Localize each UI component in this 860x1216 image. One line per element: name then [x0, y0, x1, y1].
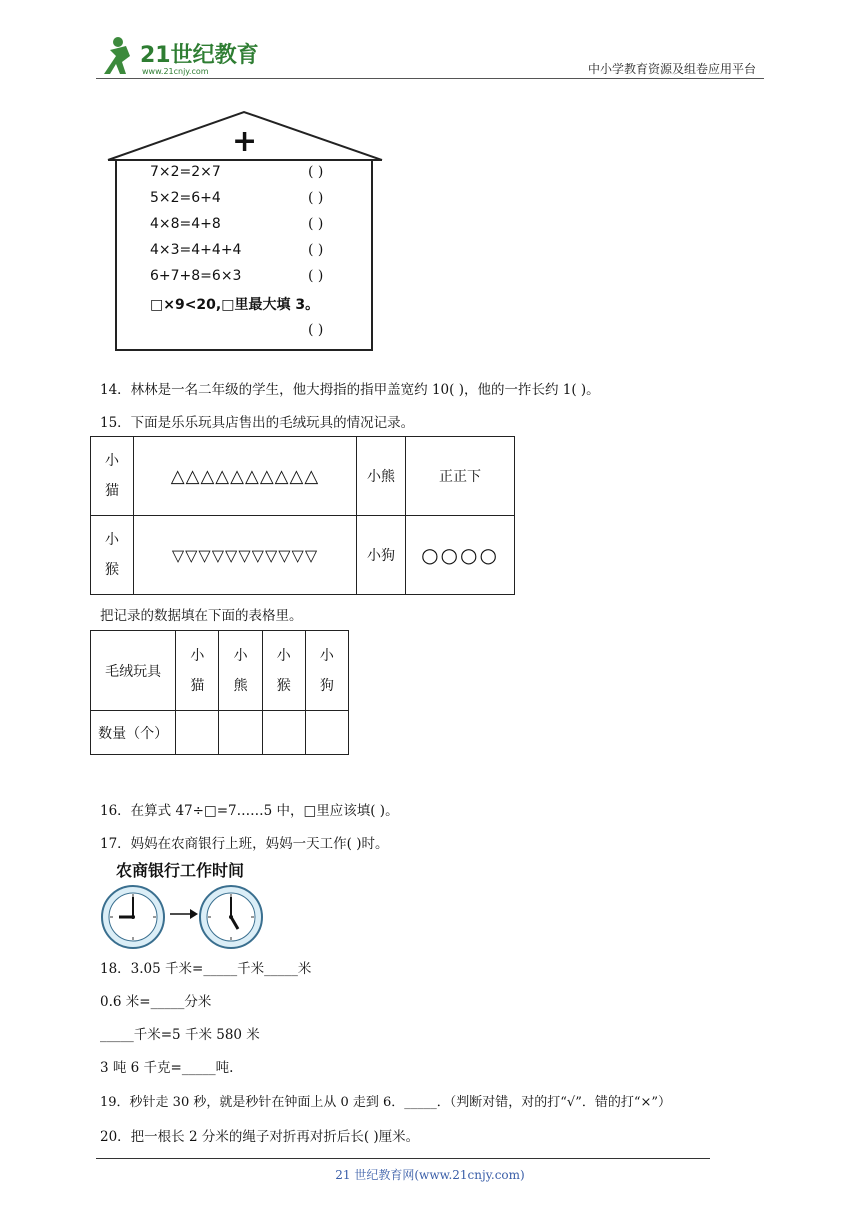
- header-platform-text: 中小学教育资源及组卷应用平台: [587, 62, 756, 76]
- fill-row-label: 数量（个）: [91, 711, 176, 755]
- record-name-cat: 小猫: [91, 437, 134, 516]
- clock-title: 农商银行工作时间: [116, 861, 245, 880]
- fill-table: [90, 630, 349, 755]
- fill-col-bear: 小熊: [219, 631, 262, 711]
- record-marks-dog: ○○○○: [406, 516, 515, 595]
- house-row-5: 6+7+8=6×3: [150, 268, 242, 284]
- house-row-2: 5×2=6+4: [150, 190, 221, 206]
- house-answer-1[interactable]: ( ): [308, 164, 324, 180]
- house-answer-5[interactable]: ( ): [308, 268, 324, 284]
- record-marks-cat: △△△△△△△△△△: [134, 437, 357, 516]
- house-row-4: 4×3=4+4+4: [150, 242, 242, 258]
- question-20: 20．把一根长 2 分米的绳子对折再对折后长( )厘米。: [100, 1129, 420, 1145]
- roof-plus-symbol: +: [232, 124, 258, 159]
- table-row: [91, 711, 349, 755]
- fill-cell-cat[interactable]: [176, 711, 219, 755]
- house-answer-6[interactable]: ( ): [308, 322, 324, 338]
- record-name-dog: 小狗: [357, 516, 406, 595]
- question-18-line-4: 3 吨 6 千克=_____吨.: [100, 1060, 234, 1076]
- question-16: 16．在算式 47÷□=7……5 中，□里应该填( )。: [100, 803, 399, 819]
- record-name-bear: 小熊: [357, 437, 406, 516]
- table-row: [91, 437, 515, 516]
- logo-url: www.21cnjy.com: [142, 67, 209, 76]
- fill-cell-bear[interactable]: [219, 711, 262, 755]
- record-name-monkey: 小猴: [91, 516, 134, 595]
- arrow-right-icon: [170, 908, 198, 920]
- house-figure: [106, 110, 386, 352]
- fill-col-monkey: 小猴: [262, 631, 305, 711]
- footer-divider: [96, 1158, 710, 1159]
- fill-col-cat: 小猫: [176, 631, 219, 711]
- site-logo: [96, 34, 266, 78]
- question-18-line-3: _____千米=5 千米 580 米: [100, 1027, 260, 1043]
- house-answer-2[interactable]: ( ): [308, 190, 324, 206]
- fill-cell-dog[interactable]: [305, 711, 348, 755]
- header-divider: [96, 78, 764, 79]
- house-answer-4[interactable]: ( ): [308, 242, 324, 258]
- question-18-line-2: 0.6 米=_____分米: [100, 994, 212, 1010]
- footer-text: 21 世纪教育网(www.21cnjy.com): [335, 1168, 525, 1182]
- question-15: 15．下面是乐乐玩具店售出的毛绒玩具的情况记录。: [100, 415, 415, 431]
- record-marks-bear: 正正下: [406, 437, 515, 516]
- question-19: 19．秒针走 30 秒，就是秒针在钟面上从 0 走到 6．_____．（判断对错，对的打“√”．错的打“×”）: [100, 1095, 672, 1110]
- record-marks-monkey: ▽▽▽▽▽▽▽▽▽▽▽: [134, 516, 357, 595]
- house-row-3: 4×8=4+8: [150, 216, 221, 232]
- table-row: [91, 631, 349, 711]
- table-row: [91, 516, 515, 595]
- house-row-6: □×9<20,□里最大填 3。: [150, 297, 320, 313]
- fill-header-label: 毛绒玩具: [91, 631, 176, 711]
- record-table: [90, 436, 515, 595]
- house-row-1: 7×2=2×7: [150, 164, 221, 180]
- clock-end-icon: [198, 884, 264, 950]
- fill-cell-monkey[interactable]: [262, 711, 305, 755]
- fill-instruction: 把记录的数据填在下面的表格里。: [100, 608, 303, 624]
- house-answer-3[interactable]: ( ): [308, 216, 324, 232]
- fill-col-dog: 小狗: [305, 631, 348, 711]
- clock-start-icon: [100, 884, 166, 950]
- question-14: 14．林林是一名二年级的学生，他大拇指的指甲盖宽约 10( )，他的一拃长约 1( )。: [100, 382, 600, 398]
- logo-text: 21世纪教育: [140, 43, 259, 68]
- question-17: 17．妈妈在农商银行上班，妈妈一天工作( )时。: [100, 836, 389, 852]
- question-18-line-1: 18．3.05 千米=_____千米_____米: [100, 961, 312, 977]
